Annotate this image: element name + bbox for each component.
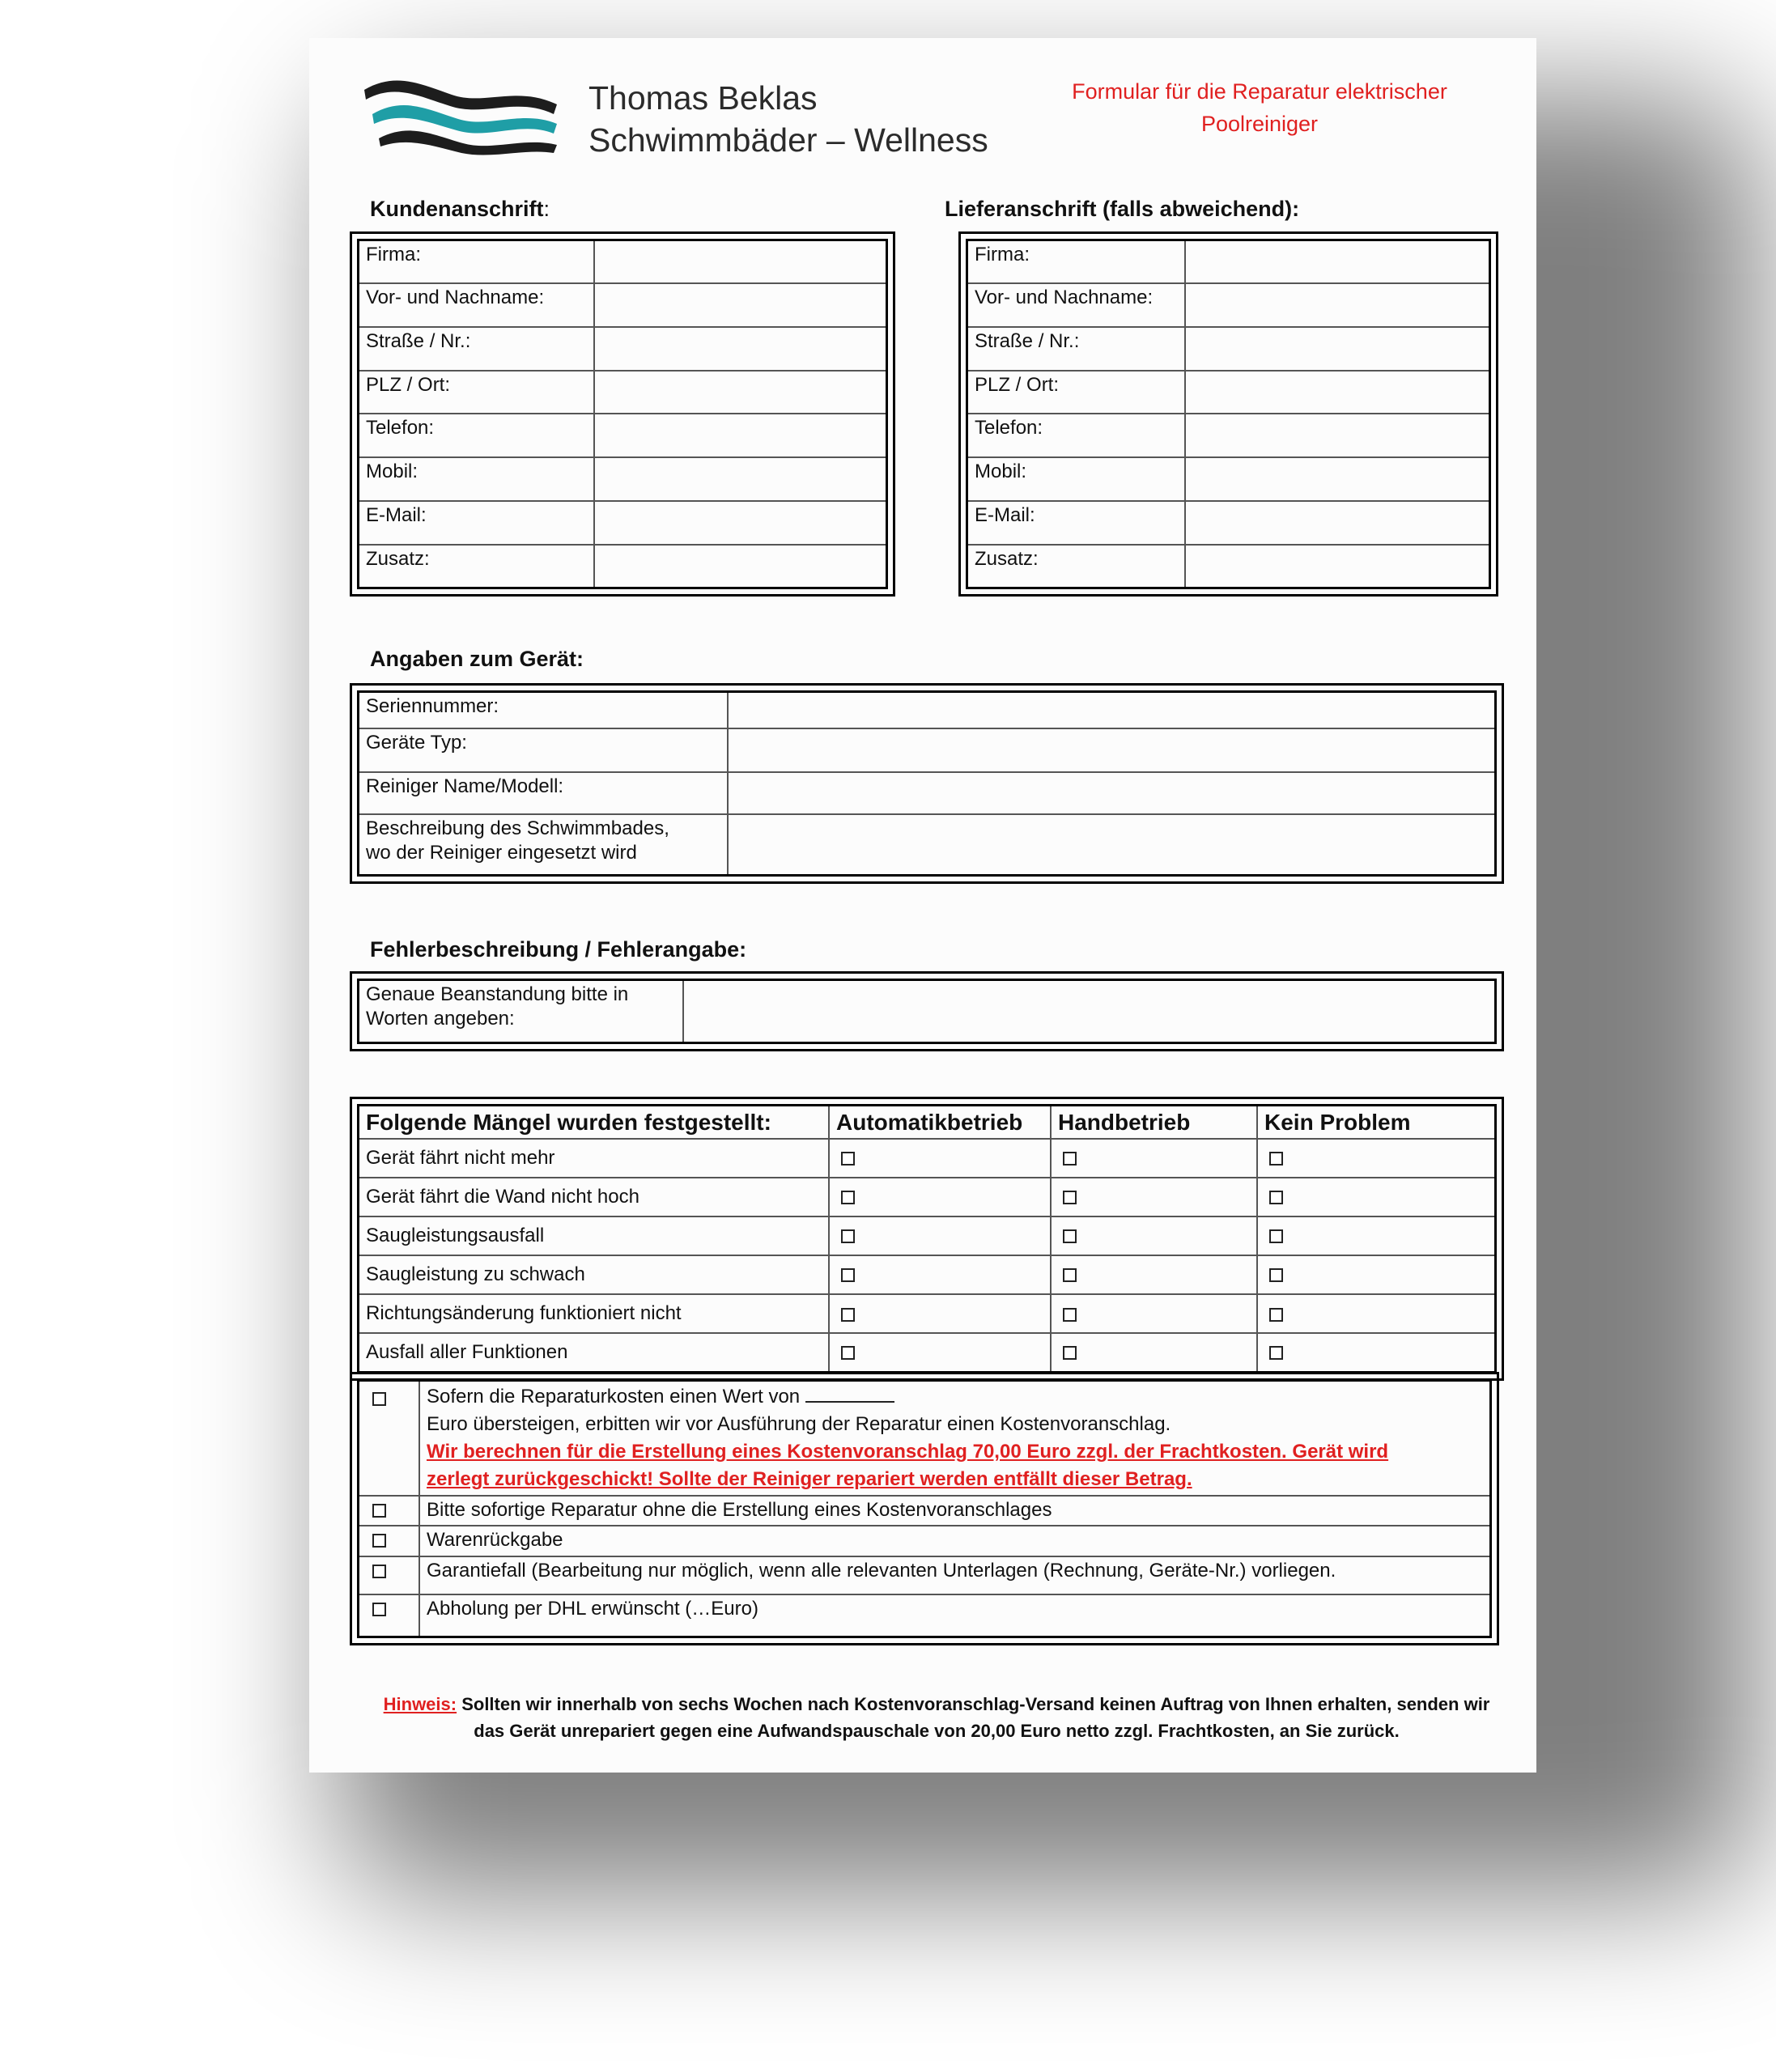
liefer-row [968, 327, 1489, 371]
field-label: Seriennummer: [359, 693, 728, 728]
field-label [359, 981, 683, 1042]
maengel-row [359, 1216, 1494, 1255]
maengel-label: Saugleistungsausfall [359, 1216, 829, 1255]
option-row [359, 1526, 1489, 1556]
fehler-box [350, 971, 1504, 1051]
maengel-header-row [359, 1106, 1494, 1139]
liefer-row [968, 457, 1489, 501]
maengel-label: Richtungsänderung funktioniert nicht [359, 1294, 829, 1333]
hinweis-label: Hinweis: [383, 1694, 457, 1714]
field-label: Firma: [968, 241, 1185, 283]
checkbox[interactable] [841, 1308, 855, 1322]
liefer-strasse-input[interactable] [1185, 327, 1489, 371]
kunden-table [359, 241, 886, 587]
maengel-label: Gerät fährt die Wand nicht hoch [359, 1178, 829, 1216]
field-label: PLZ / Ort: [359, 371, 594, 414]
maengel-row [359, 1333, 1494, 1371]
checkbox[interactable] [1269, 1268, 1283, 1282]
form-title-line2: Poolreiniger [1200, 112, 1319, 136]
kunden-title: Kundenanschrift: [370, 197, 550, 221]
kunden-mobil-input[interactable] [594, 457, 886, 501]
checkbox[interactable] [1269, 1152, 1283, 1166]
checkbox[interactable] [1063, 1346, 1077, 1360]
field-label: Mobil: [359, 457, 594, 501]
garantie-checkbox[interactable] [372, 1565, 386, 1578]
kunden-row [359, 501, 886, 545]
kva-line1: Sofern die Reparaturkosten einen Wert von [427, 1383, 1483, 1411]
liefer-mobil-input[interactable] [1185, 457, 1489, 501]
maengel-label: Saugleistung zu schwach [359, 1255, 829, 1294]
hinweis-line1 [366, 1691, 1507, 1717]
kunden-row [359, 457, 886, 501]
kunden-firma-input[interactable] [594, 241, 886, 283]
kva-red-line1: Wir berechnen für die Erstellung eines Kostenvoranschlag 70,00 Euro zzgl. der Frachtkosten. Gerät wird [427, 1441, 1389, 1463]
checkbox[interactable] [841, 1346, 855, 1360]
company-subtitle: Schwimmbäder – Wellness [588, 121, 988, 159]
maengel-row [359, 1178, 1494, 1216]
field-label: Telefon: [359, 414, 594, 457]
field-label: Telefon: [968, 414, 1185, 457]
kunden-row [359, 371, 886, 414]
liefer-row [968, 414, 1489, 457]
col-hand: Handbetrieb [1051, 1106, 1257, 1139]
dhl-label: Abholung per DHL erwünscht (…Euro) [419, 1594, 1489, 1636]
hinweis-line2: das Gerät unrepariert gegen eine Aufwandspauschale von 20,00 Euro netto zzgl. Frachtkosten, an Sie zurück. [474, 1721, 1400, 1741]
garantie-label: Garantiefall (Bearbeitung nur möglich, wenn alle relevanten Unterlagen (Rechnung, Geräte-Nr.) vorliegen. [419, 1556, 1489, 1594]
rueckgabe-checkbox[interactable] [372, 1534, 386, 1548]
beschreibung-line2: wo der Reiniger eingesetzt wird [366, 842, 637, 864]
reiniger-modell-input[interactable] [728, 772, 1494, 814]
field-label: E-Mail: [968, 501, 1185, 545]
kunden-strasse-input[interactable] [594, 327, 886, 371]
field-label: Zusatz: [359, 545, 594, 587]
option-row [359, 1594, 1489, 1636]
checkbox[interactable] [1269, 1308, 1283, 1322]
geraet-box [350, 683, 1504, 884]
field-label: Straße / Nr.: [359, 327, 594, 371]
liefer-telefon-input[interactable] [1185, 414, 1489, 457]
kunden-box [350, 231, 895, 597]
kunden-plz-input[interactable] [594, 371, 886, 414]
company-name [588, 77, 988, 161]
geraet-table [359, 693, 1494, 874]
kunden-row [359, 283, 886, 327]
field-label: Firma: [359, 241, 594, 283]
option-row [359, 1496, 1489, 1526]
maengel-label: Ausfall aller Funktionen [359, 1333, 829, 1371]
optionen-table [359, 1382, 1489, 1636]
maengel-box [350, 1097, 1504, 1381]
checkbox[interactable] [841, 1152, 855, 1166]
fehler-title: Fehlerbeschreibung / Fehlerangabe: [370, 937, 747, 962]
checkbox[interactable] [1269, 1191, 1283, 1204]
liefer-zusatz-input[interactable] [1185, 545, 1489, 587]
checkbox[interactable] [1063, 1308, 1077, 1322]
field-label: PLZ / Ort: [968, 371, 1185, 414]
field-label: Vor- und Nachname: [359, 283, 594, 327]
option-row [359, 1382, 1489, 1496]
liefer-row [968, 371, 1489, 414]
dhl-checkbox[interactable] [372, 1603, 386, 1616]
kunden-row [359, 545, 886, 587]
option-row [359, 1556, 1489, 1594]
schwimmbad-beschreibung-input[interactable] [728, 814, 1494, 874]
liefer-row [968, 241, 1489, 283]
checkbox[interactable] [841, 1191, 855, 1204]
fehler-label-line1: Genaue Beanstandung bitte in [366, 983, 629, 1005]
liefer-row [968, 501, 1489, 545]
liefer-title: Lieferanschrift (falls abweichend): [945, 197, 1300, 221]
form-title-line1: Formular für die Reparatur elektrischer [1072, 79, 1447, 104]
field-label: Mobil: [968, 457, 1185, 501]
field-label: Zusatz: [968, 545, 1185, 587]
sofort-checkbox[interactable] [372, 1504, 386, 1518]
checkbox[interactable] [841, 1229, 855, 1243]
liefer-row [968, 283, 1489, 327]
kunden-row [359, 241, 886, 283]
geraete-typ-input[interactable] [728, 728, 1494, 772]
form-title [1013, 75, 1506, 140]
fehler-table [359, 981, 1494, 1042]
form-page [309, 38, 1536, 1773]
checkbox[interactable] [1063, 1191, 1077, 1204]
kunden-row [359, 414, 886, 457]
hinweis-note [366, 1691, 1507, 1744]
seriennummer-input[interactable] [728, 693, 1494, 728]
kva-checkbox[interactable] [372, 1392, 386, 1406]
geraet-title: Angaben zum Gerät: [370, 647, 584, 671]
kva-red-line2: zerlegt zurückgeschickt! Sollte der Reiniger repariert werden entfällt dieser Betrag. [427, 1468, 1192, 1490]
liefer-row [968, 545, 1489, 587]
field-label [359, 814, 728, 874]
field-label: E-Mail: [359, 501, 594, 545]
col-kein-problem: Kein Problem [1257, 1106, 1494, 1139]
waves-logo-icon [363, 72, 565, 161]
kunden-email-input[interactable] [594, 501, 886, 545]
fehler-label-line2: Worten angeben: [366, 1008, 515, 1030]
col-automatik: Automatikbetrieb [829, 1106, 1051, 1139]
maengel-header: Folgende Mängel wurden festgestellt: [359, 1106, 829, 1139]
checkbox[interactable] [841, 1268, 855, 1282]
company-title: Thomas Beklas [588, 79, 818, 117]
maengel-table [359, 1106, 1494, 1371]
liefer-name-input[interactable] [1185, 283, 1489, 327]
kunden-telefon-input[interactable] [594, 414, 886, 457]
checkbox[interactable] [1063, 1229, 1077, 1243]
sofort-label: Bitte sofortige Reparatur ohne die Erstellung eines Kostenvoranschlages [419, 1496, 1489, 1526]
field-label: Vor- und Nachname: [968, 283, 1185, 327]
liefer-firma-input[interactable] [1185, 241, 1489, 283]
maengel-label: Gerät fährt nicht mehr [359, 1139, 829, 1178]
beanstandung-input[interactable] [683, 981, 1494, 1042]
field-label: Straße / Nr.: [968, 327, 1185, 371]
kunden-name-input[interactable] [594, 283, 886, 327]
kva-line2: Euro übersteigen, erbitten wir vor Ausführung der Reparatur einen Kostenvoranschlag. [427, 1413, 1171, 1435]
liefer-table [968, 241, 1489, 587]
checkbox[interactable] [1063, 1268, 1077, 1282]
hinweis-text: Sollten wir innerhalb von sechs Wochen nach Kostenvoranschlag-Versand keinen Auftrag von Ihnen erhalten, senden wir [457, 1694, 1490, 1714]
maengel-row [359, 1139, 1494, 1178]
liefer-plz-input[interactable] [1185, 371, 1489, 414]
field-label: Reiniger Name/Modell: [359, 772, 728, 814]
maengel-row [359, 1294, 1494, 1333]
kva-wert-input[interactable] [805, 1385, 894, 1403]
checkbox[interactable] [1063, 1152, 1077, 1166]
liefer-email-input[interactable] [1185, 501, 1489, 545]
checkbox[interactable] [1269, 1346, 1283, 1360]
maengel-row [359, 1255, 1494, 1294]
kunden-row [359, 327, 886, 371]
checkbox[interactable] [1269, 1229, 1283, 1243]
optionen-box [350, 1372, 1499, 1645]
rueckgabe-label: Warenrückgabe [419, 1526, 1489, 1556]
beschreibung-line1: Beschreibung des Schwimmbades, [366, 817, 669, 839]
field-label: Geräte Typ: [359, 728, 728, 772]
liefer-box [958, 231, 1498, 597]
kunden-zusatz-input[interactable] [594, 545, 886, 587]
